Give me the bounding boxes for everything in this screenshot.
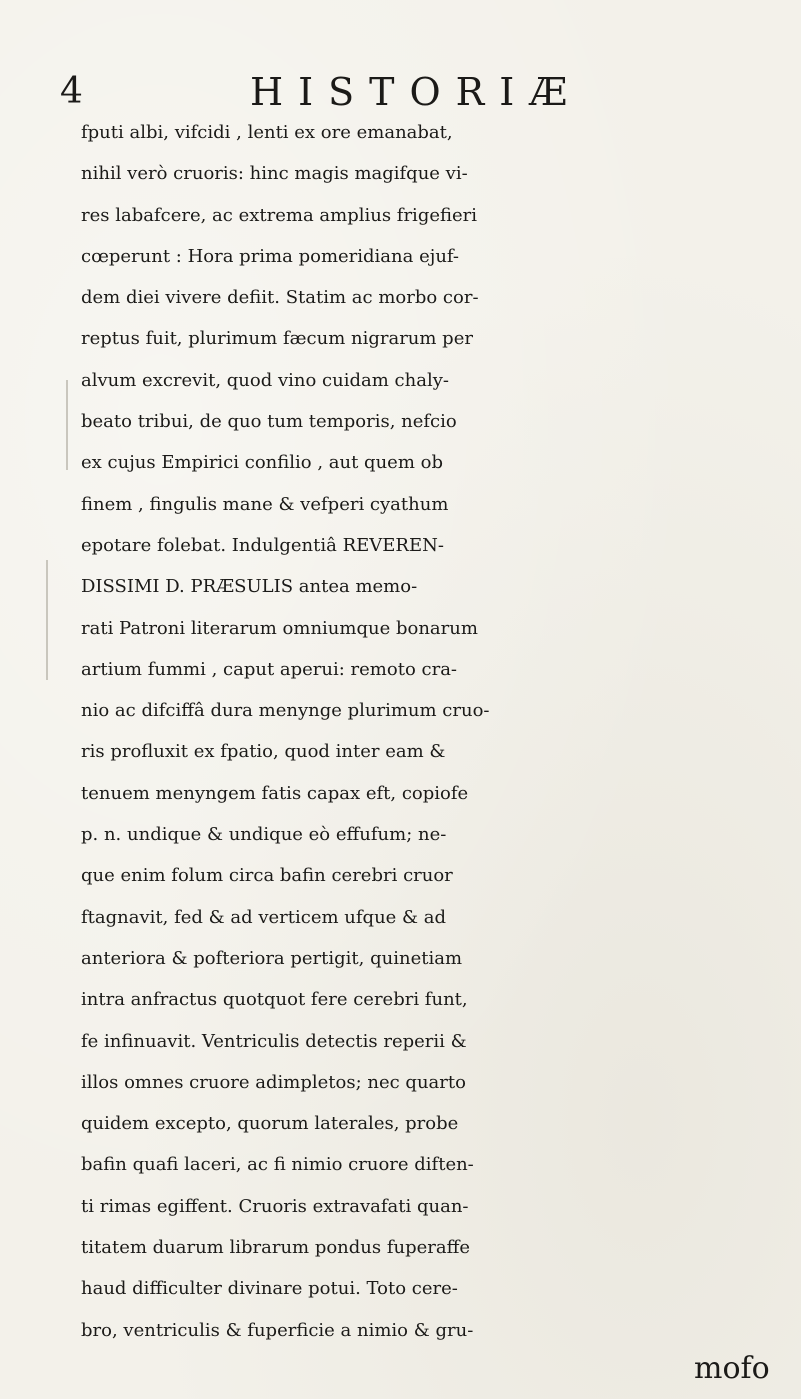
text-line: quidem excepto, quorum laterales, probe (81, 1113, 459, 1135)
text-line: titatem duarum librarum pondus fuperaffe (81, 1237, 471, 1259)
catchword: mofo (694, 1351, 770, 1386)
text-line: beato tribui, de quo tum temporis, nefcio (81, 411, 457, 433)
text-line: fputi albi, vifcidi , lenti ex ore emanabat, (81, 122, 453, 143)
text-line: ftagnavit, fed & ad verticem ufque & ad (81, 906, 447, 928)
text-line: ti rimas egiffent. Cruoris extravafati quan- (81, 1195, 469, 1217)
text-line: bro, ventriculis & fuperficie a nimio & gru- (81, 1319, 474, 1341)
text-line: illos omnes cruore adimpletos; nec quarto (81, 1071, 466, 1093)
text-line: bafin quafi laceri, ac fi nimio cruore diften- (81, 1154, 474, 1176)
text-line: intra anfractus quotquot fere cerebri funt, (81, 989, 468, 1011)
text-line: rati Patroni literarum omniumque bonarum (81, 617, 478, 639)
text-line: nihil verò cruoris: hinc magis magifque vi- (81, 163, 468, 185)
text-line: ris profluxit ex fpatio, quod inter eam & (81, 741, 446, 763)
text-line: que enim folum circa bafin cerebri cruor (81, 865, 453, 887)
body-text (81, 112, 801, 1351)
text-line: nio ac difciffâ dura menynge plurimum cruo- (81, 700, 490, 722)
text-line: res labafcere, ac extrema amplius frigefieri (81, 204, 478, 226)
text-line: epotare folebat. Indulgentiâ REVEREN- (81, 534, 444, 556)
text-line: cœperunt : Hora prima pomeridiana ejuf- (81, 245, 460, 267)
text-line: reptus fuit, plurimum fæcum nigrarum per (81, 328, 473, 350)
running-head: HISTORIÆ (250, 70, 583, 114)
text-line: alvum excrevit, quod vino cuidam chaly- (81, 369, 449, 391)
margin-mark (46, 560, 48, 680)
text-line: anteriora & pofteriora pertigit, quinetiam (81, 947, 463, 969)
text-line: artium fummi , caput aperui: remoto cra- (81, 658, 458, 680)
text-line: ex cujus Empirici confilio , aut quem ob (81, 452, 443, 474)
text-line: haud difficulter divinare potui. Toto cere- (81, 1278, 458, 1300)
margin-mark (66, 380, 68, 470)
text-line: dem diei vivere defiit. Statim ac morbo cor- (81, 287, 479, 309)
text-line: tenuem menyngem fatis capax eft, copiofe (81, 782, 469, 804)
text-line: DISSIMI D. PRÆSULIS antea memo- (81, 576, 418, 598)
page-number: 4 (60, 71, 83, 112)
text-line: fe infinuavit. Ventriculis detectis reperii & (81, 1030, 467, 1052)
text-line: finem , fingulis mane & vefperi cyathum (81, 493, 449, 515)
page-header (60, 68, 760, 118)
text-line: p. n. undique & undique eò effufum; ne- (81, 824, 447, 846)
